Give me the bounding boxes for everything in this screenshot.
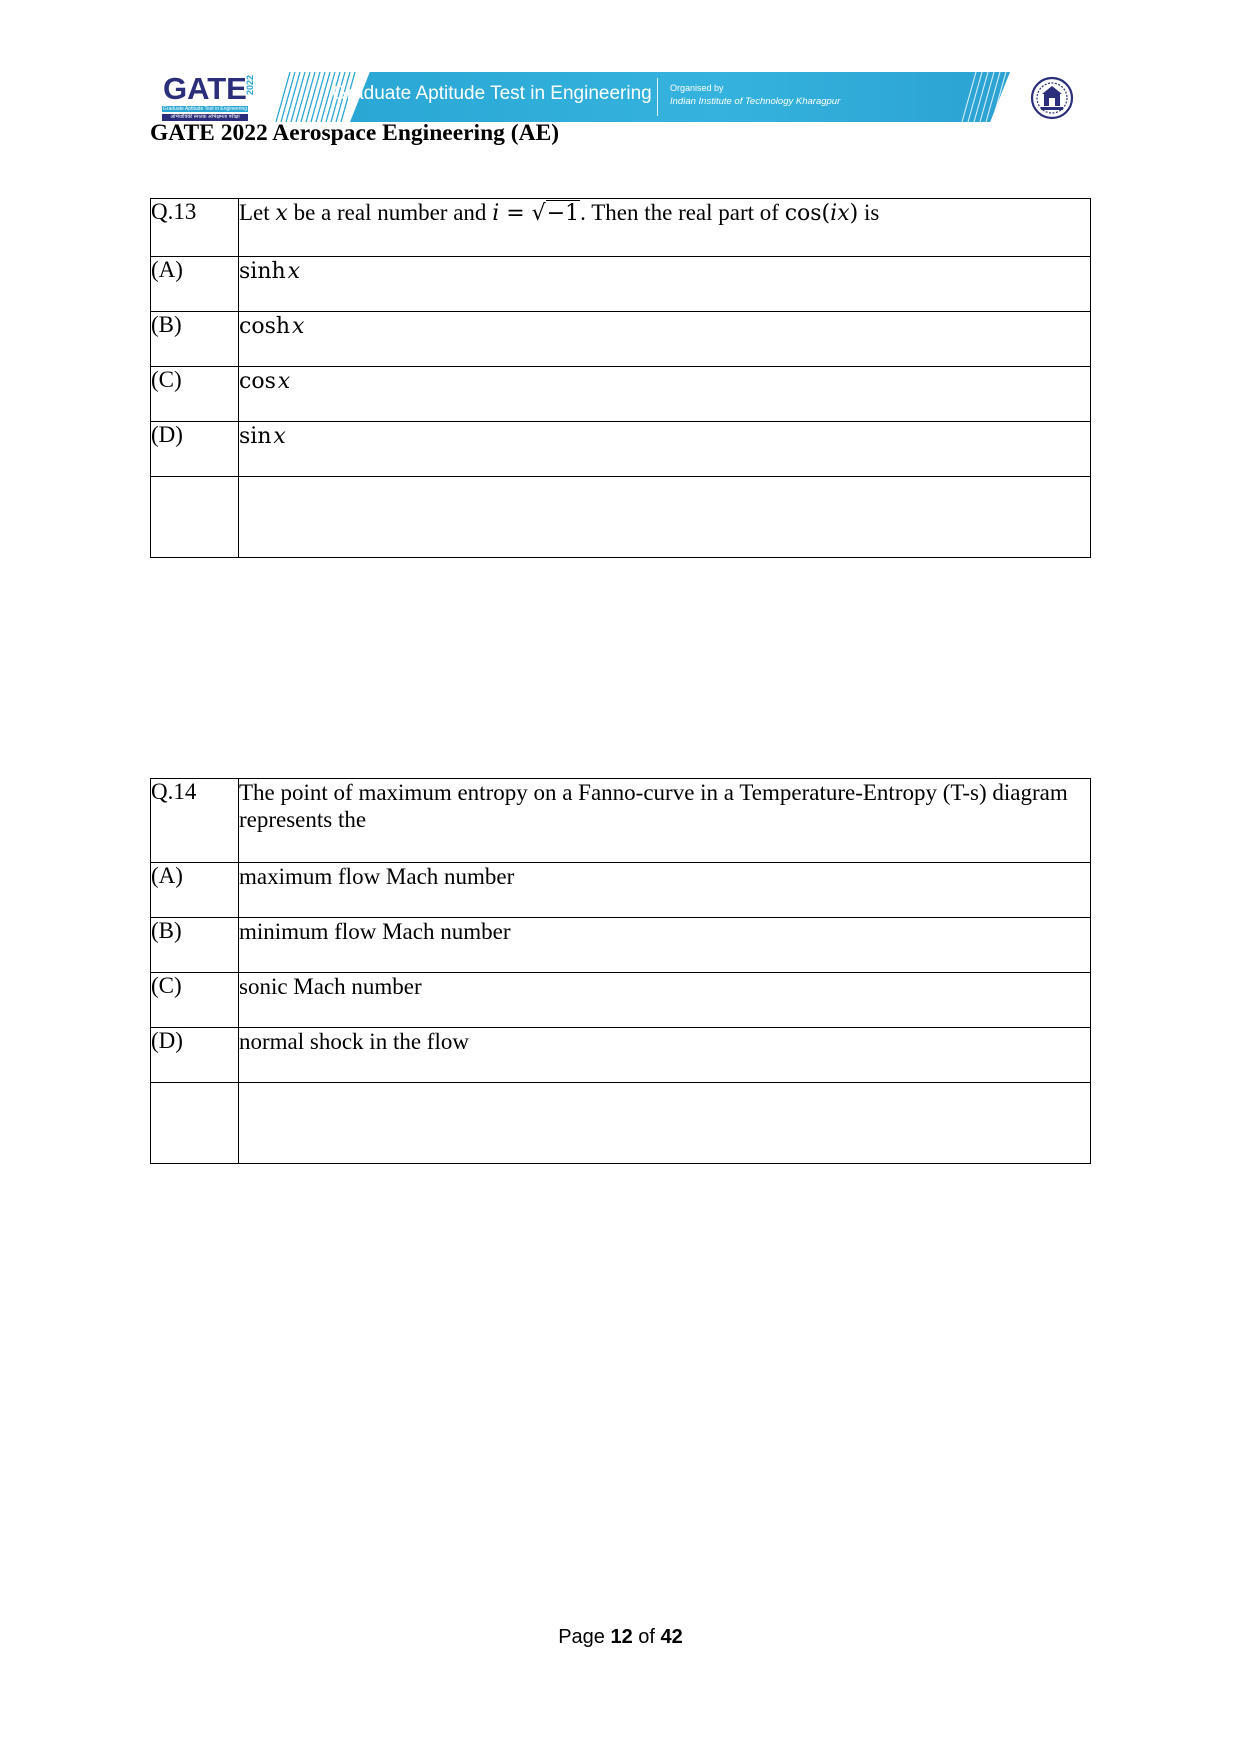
question-13-option-row	[151, 312, 1091, 367]
option-label: (C)	[151, 367, 239, 422]
option-text: maximum flow Mach number	[239, 863, 1091, 918]
header-banner	[160, 72, 1010, 122]
option-label: (C)	[151, 973, 239, 1028]
option-text	[239, 257, 1091, 312]
option-text: minimum flow Mach number	[239, 918, 1091, 973]
question-13-option-row	[151, 422, 1091, 477]
math-function: cos	[239, 369, 276, 394]
banner-divider	[657, 78, 658, 116]
question-14-stem: The point of maximum entropy on a Fanno-curve in a Temperature-Entropy (T-s) diagram represents the	[239, 779, 1091, 863]
option-text	[239, 312, 1091, 367]
math-function: sinh	[239, 259, 286, 284]
question-13-number: Q.13	[151, 199, 239, 257]
page-number-total: 42	[660, 1626, 683, 1648]
blank-cell	[239, 1083, 1091, 1164]
option-label: (D)	[151, 1028, 239, 1083]
question-14-blank-row	[151, 1083, 1091, 1164]
stem-text: is	[858, 200, 880, 225]
banner-right-stripes-decoration	[960, 72, 1020, 122]
question-14-option-row	[151, 1028, 1091, 1083]
stem-text: . Then the real part of	[580, 200, 785, 225]
math-variable: ix	[830, 201, 850, 226]
gate-logo	[160, 71, 255, 122]
option-label: (D)	[151, 422, 239, 477]
page-number-current: 12	[610, 1626, 633, 1648]
stem-text: be a real number and	[287, 200, 493, 225]
blank-cell	[151, 1083, 239, 1164]
gate-logo-subtitle: Graduate Aptitude Test in Engineering	[162, 106, 248, 112]
question-14-stem-row	[151, 779, 1091, 863]
question-13-option-row	[151, 257, 1091, 312]
math-operator: =	[499, 201, 532, 226]
question-14-option-row	[151, 973, 1091, 1028]
math-variable: x	[291, 314, 305, 339]
question-13-stem	[239, 199, 1091, 257]
question-13-table	[150, 198, 1091, 558]
option-label: (B)	[151, 918, 239, 973]
page-number-prefix: Page	[558, 1626, 611, 1648]
page-number	[0, 1626, 1241, 1649]
math-variable: x	[273, 424, 286, 449]
option-label: (A)	[151, 257, 239, 312]
iit-kharagpur-emblem-icon	[1030, 76, 1074, 120]
gate-logo-hindi: अभियांत्रिकी स्नातक अभिक्षमता परीक्षा	[162, 114, 248, 121]
option-label: (A)	[151, 863, 239, 918]
gate-logo-word: GATE	[163, 71, 247, 106]
gate-logo-year: 2022	[245, 75, 255, 96]
math-function: cosh	[239, 314, 291, 339]
page-number-separator: of	[632, 1626, 661, 1648]
square-root: √−1	[531, 201, 580, 226]
math-function: cos(	[784, 201, 831, 226]
banner-organised-by: Organised by	[670, 83, 724, 93]
question-14-table	[150, 778, 1091, 1164]
document-title: GATE 2022 Aerospace Engineering (AE)	[150, 120, 560, 146]
question-14-number: Q.14	[151, 779, 239, 863]
option-label: (B)	[151, 312, 239, 367]
math-variable: x	[275, 201, 288, 226]
banner-title: Graduate Aptitude Test in Engineering	[332, 83, 652, 104]
math-function: sin	[239, 424, 272, 449]
question-14-option-row	[151, 918, 1091, 973]
option-text: normal shock in the flow	[239, 1028, 1091, 1083]
square-root-argument: −1	[546, 201, 580, 226]
question-14-option-row	[151, 863, 1091, 918]
blank-cell	[239, 477, 1091, 558]
question-13-option-row	[151, 367, 1091, 422]
option-text	[239, 367, 1091, 422]
stem-text: Let	[239, 200, 276, 225]
option-text	[239, 422, 1091, 477]
question-13-stem-row	[151, 199, 1091, 257]
math-bracket: )	[849, 201, 859, 226]
banner-organiser: Indian Institute of Technology Kharagpur	[670, 96, 841, 107]
math-variable: x	[277, 369, 291, 394]
blank-cell	[151, 477, 239, 558]
math-variable: x	[287, 259, 301, 284]
math-variable: i	[492, 201, 500, 226]
question-13-blank-row	[151, 477, 1091, 558]
option-text: sonic Mach number	[239, 973, 1091, 1028]
